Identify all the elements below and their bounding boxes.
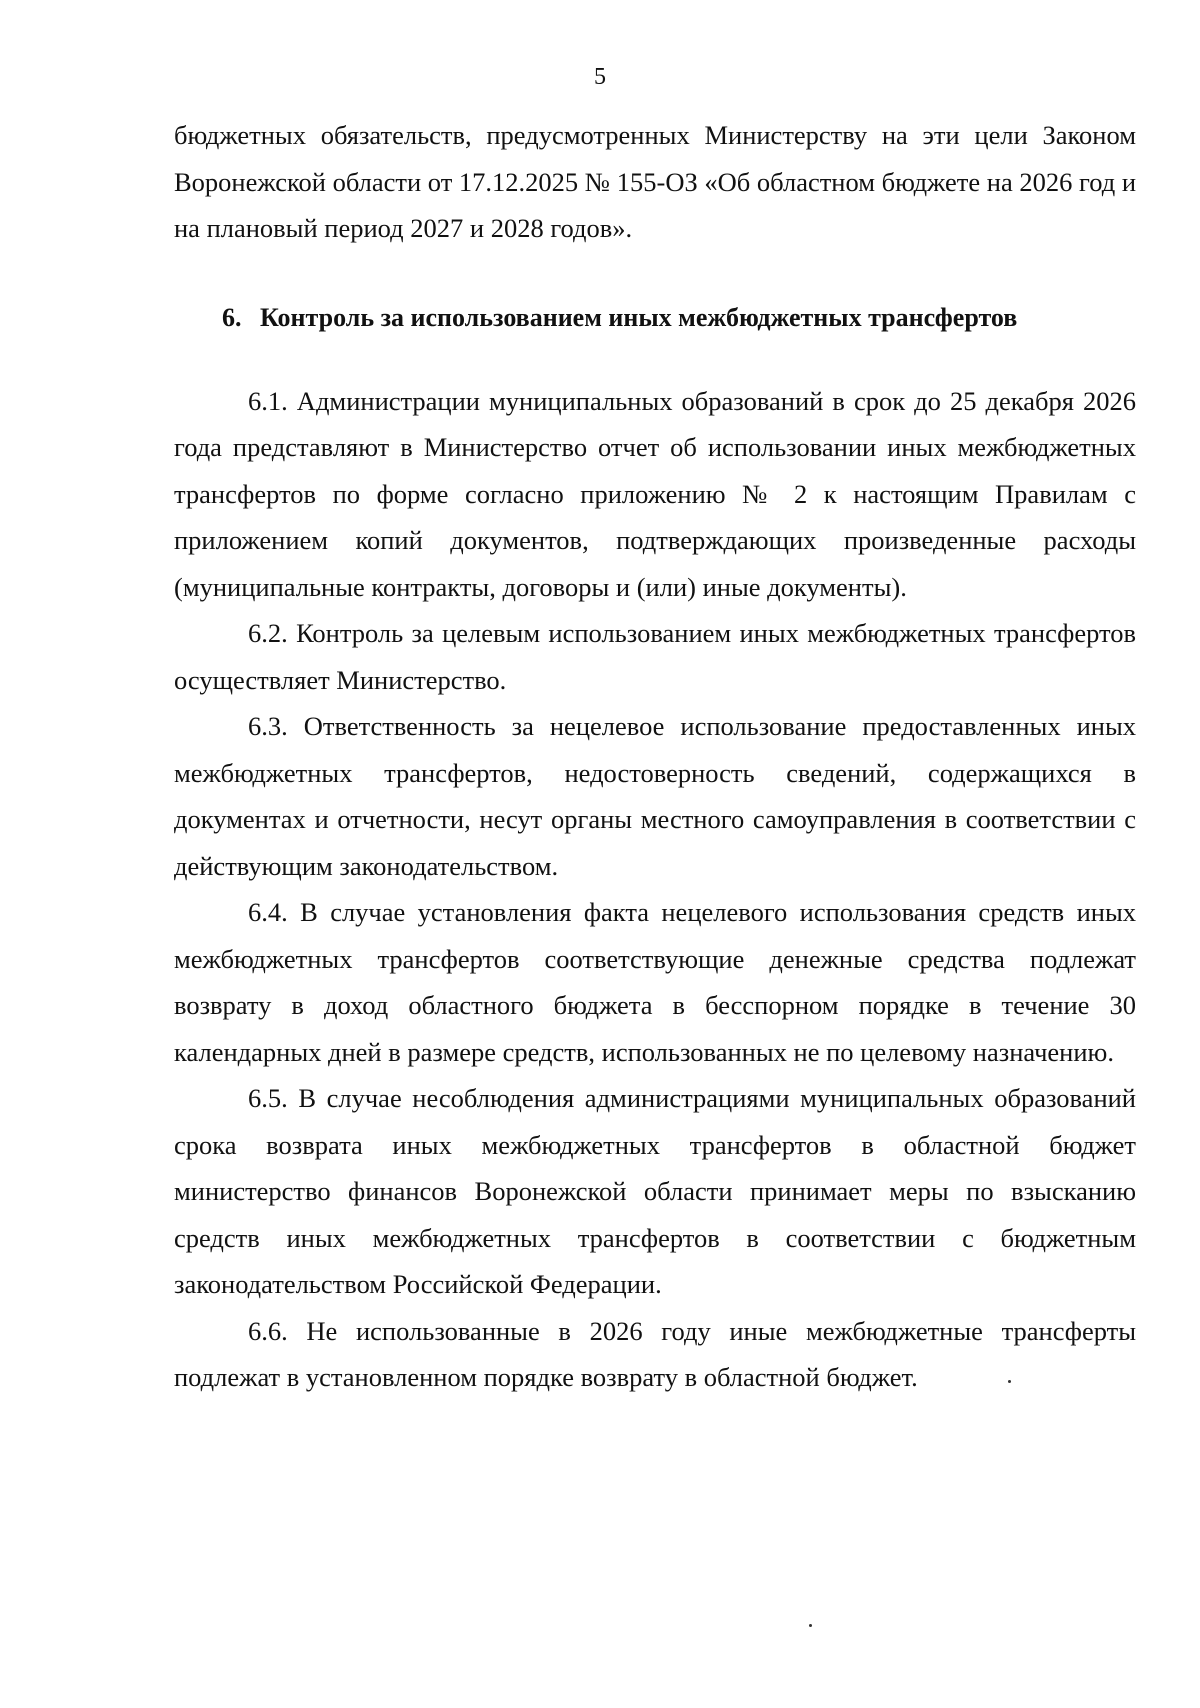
scan-speck <box>809 1624 812 1627</box>
paragraph-6-3: 6.3. Ответственность за нецелевое использование предоставленных иных межбюджетных трансфертов, недостоверность сведений, содержащихся в документах и отчетности, несут органы местного самоуправления в соответствии с действующим законодательством. <box>174 711 1136 881</box>
paragraph-6-6: 6.6. Не использованные в 2026 году иные межбюджетные трансферты подлежат в установленном порядке возврату в областной бюджет. <box>174 1315 1136 1392</box>
scan-speck <box>1008 1380 1011 1383</box>
paragraph-6-4: 6.4. В случае установления факта нецелевого использования средств иных межбюджетных трансфертов соответствующие денежные средства подлежат возврату в доход областного бюджета в бесспорном порядке в течение 30 календарных дней в размере средств, использованных не по целевому назначению. <box>174 897 1136 1067</box>
section-heading <box>174 300 1136 336</box>
section-title: Контроль за использованием иных межбюджетных трансфертов <box>260 302 1018 332</box>
paragraph-6-2: 6.2. Контроль за целевым использованием иных межбюджетных трансфертов осуществляет Министерство. <box>174 618 1136 695</box>
section-number: 6. <box>222 302 242 332</box>
intro-paragraph: бюджетных обязательств, предусмотренных Министерству на эти цели Законом Воронежской области от 17.12.2025 № 155-ОЗ «Об областном бюджете на 2026 год и на плановый период 2027 и 2028 годов». <box>174 120 1136 243</box>
document-body <box>174 112 1136 1401</box>
page-number: 5 <box>594 64 606 90</box>
paragraph-6-5: 6.5. В случае несоблюдения администрациями муниципальных образований срока возврата иных межбюджетных трансфертов в областной бюджет министерство финансов Воронежской области принимает меры по взысканию средств иных межбюджетных трансфертов в соответствии с бюджетным законодательством Российской Федерации. <box>174 1083 1136 1299</box>
paragraph-6-1: 6.1. Администрации муниципальных образований в срок до 25 декабря 2026 года представляют в Министерство отчет об использовании иных межбюджетных трансфертов по форме согласно приложению № 2 к настоящим Правилам с приложением копий документов, подтверждающих произведенные расходы (муниципальные контракты, договоры и (или) иные документы). <box>174 385 1136 602</box>
